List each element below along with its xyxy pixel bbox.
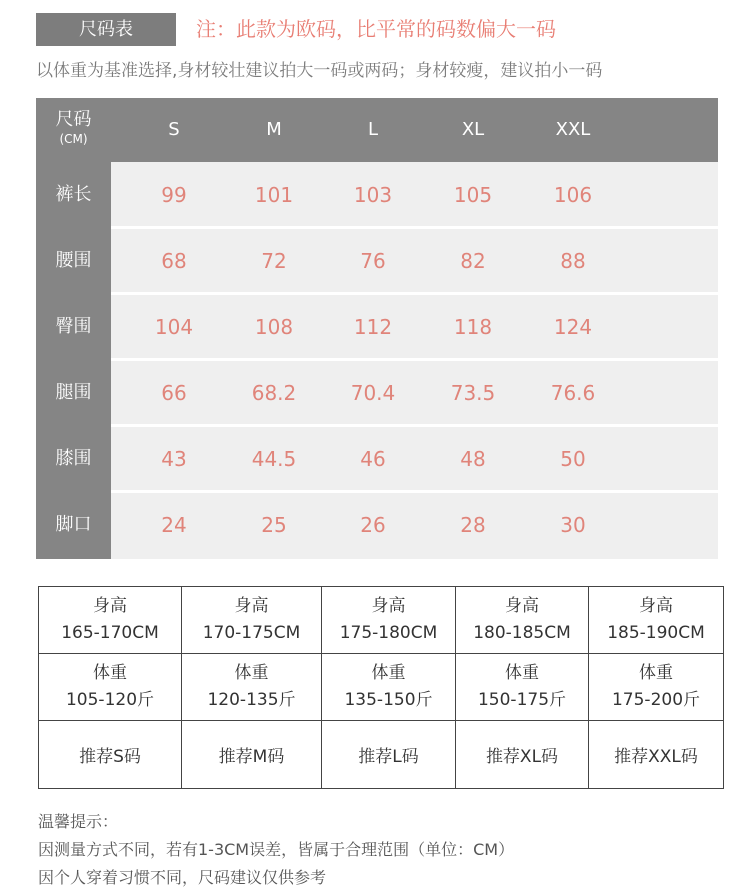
sizing-advice: 以体重为基准选择,身材较壮建议拍大一码或两码；身材较瘦，建议拍小一码: [36, 61, 603, 81]
size-value-cell: 82: [460, 249, 486, 273]
size-value-cell: 68: [161, 249, 187, 273]
size-value-cell: 30: [560, 513, 586, 537]
weight-cell: [39, 654, 182, 721]
height-label: 身高: [371, 596, 406, 616]
row-label-waist: 腰围: [55, 250, 92, 271]
height-cell: [589, 587, 724, 654]
weight-label: 体重: [371, 663, 406, 683]
size-value-cell: 108: [254, 315, 294, 339]
size-value-cell: 66: [161, 381, 187, 405]
size-value-cell: 70.4: [350, 381, 396, 405]
height-label: 身高: [234, 596, 269, 616]
size-value-cell: 118: [453, 315, 493, 339]
size-value-cell: 76: [360, 249, 386, 273]
height-range: 185-190CM: [607, 623, 705, 643]
size-value-cell: 99: [161, 183, 187, 207]
size-value-cell: 44.5: [251, 447, 297, 471]
size-value-cell: 112: [353, 315, 393, 339]
weight-cell: [456, 654, 589, 721]
height-range: 175-180CM: [339, 623, 438, 643]
weight-cell: [589, 654, 724, 721]
size-header-l: L: [367, 119, 379, 140]
size-value-cell: 72: [261, 249, 287, 273]
weight-cell: [182, 654, 322, 721]
tips-line: 因测量方式不同，若有1-3CM误差，皆属于合理范围（单位：CM）: [38, 840, 515, 859]
size-value-cell: 76.6: [550, 381, 596, 405]
recommended-size-cell: 推荐XL码: [456, 721, 589, 789]
row-label-length: 裤长: [55, 184, 92, 205]
height-range: 180-185CM: [473, 623, 571, 643]
tips-block: [38, 808, 514, 892]
size-corner-label: 尺码: [55, 109, 92, 130]
height-cell: [182, 587, 322, 654]
size-value-cell: 28: [460, 513, 486, 537]
weight-range: 150-175斤: [477, 690, 567, 710]
size-value-cell: 101: [254, 183, 294, 207]
tips-title: 温馨提示：: [38, 812, 119, 831]
size-value-cell: 105: [453, 183, 493, 207]
size-value-cell: 88: [560, 249, 586, 273]
size-header-m: M: [266, 119, 282, 140]
size-chart-tag: 尺码表: [36, 13, 176, 46]
weight-range: 120-135斤: [207, 690, 296, 710]
recommendation-table: [38, 586, 724, 789]
size-value-cell: 50: [560, 447, 586, 471]
weight-label: 体重: [505, 663, 539, 683]
size-value-cell: 68.2: [251, 381, 297, 405]
size-table: [36, 98, 718, 559]
size-header-s: S: [168, 119, 180, 140]
size-value-cell: 25: [261, 513, 287, 537]
size-corner-unit: (CM): [59, 132, 88, 146]
row-label-thigh: 腿围: [55, 382, 92, 403]
height-cell: [39, 587, 182, 654]
recommended-size-cell: 推荐M码: [182, 721, 322, 789]
height-cell: [322, 587, 456, 654]
row-label-hip: 臀围: [55, 316, 92, 337]
recommended-size-cell: 推荐L码: [322, 721, 456, 789]
height-label: 身高: [639, 596, 673, 616]
height-label: 身高: [505, 596, 539, 616]
weight-range: 175-200斤: [611, 690, 701, 710]
weight-label: 体重: [93, 663, 127, 683]
recommended-size-cell: 推荐S码: [39, 721, 182, 789]
size-value-cell: 106: [553, 183, 593, 207]
size-header-xl: XL: [461, 119, 485, 140]
recommend-row: [39, 721, 724, 789]
size-value-cell: 46: [360, 447, 386, 471]
size-value-cell: 103: [353, 183, 393, 207]
weight-cell: [322, 654, 456, 721]
height-range: 170-175CM: [202, 623, 301, 643]
weight-label: 体重: [234, 663, 269, 683]
size-value-cell: 26: [360, 513, 386, 537]
height-range: 165-170CM: [61, 623, 159, 643]
sizing-note: 注：此款为欧码，比平常的码数偏大一码: [196, 17, 556, 41]
size-value-cell: 104: [154, 315, 194, 339]
size-value-cell: 24: [161, 513, 187, 537]
size-value-cell: 124: [553, 315, 593, 339]
size-value-cell: 73.5: [450, 381, 496, 405]
weight-range: 135-150斤: [344, 690, 433, 710]
size-corner-cell: [36, 98, 111, 162]
recommended-size-cell: 推荐XXL码: [589, 721, 724, 789]
height-row: [39, 587, 724, 654]
height-label: 身高: [93, 596, 127, 616]
size-header-xxl: XXL: [555, 119, 591, 140]
weight-label: 体重: [639, 663, 673, 683]
weight-range: 105-120斤: [65, 690, 155, 710]
row-label-knee: 膝围: [55, 448, 92, 469]
height-cell: [456, 587, 589, 654]
size-value-cell: 43: [161, 447, 187, 471]
row-label-hem: 脚口: [55, 514, 92, 535]
size-value-cell: 48: [460, 447, 486, 471]
tips-line: 因个人穿着习惯不同，尺码建议仅供参考: [38, 868, 327, 887]
weight-row: [39, 654, 724, 721]
